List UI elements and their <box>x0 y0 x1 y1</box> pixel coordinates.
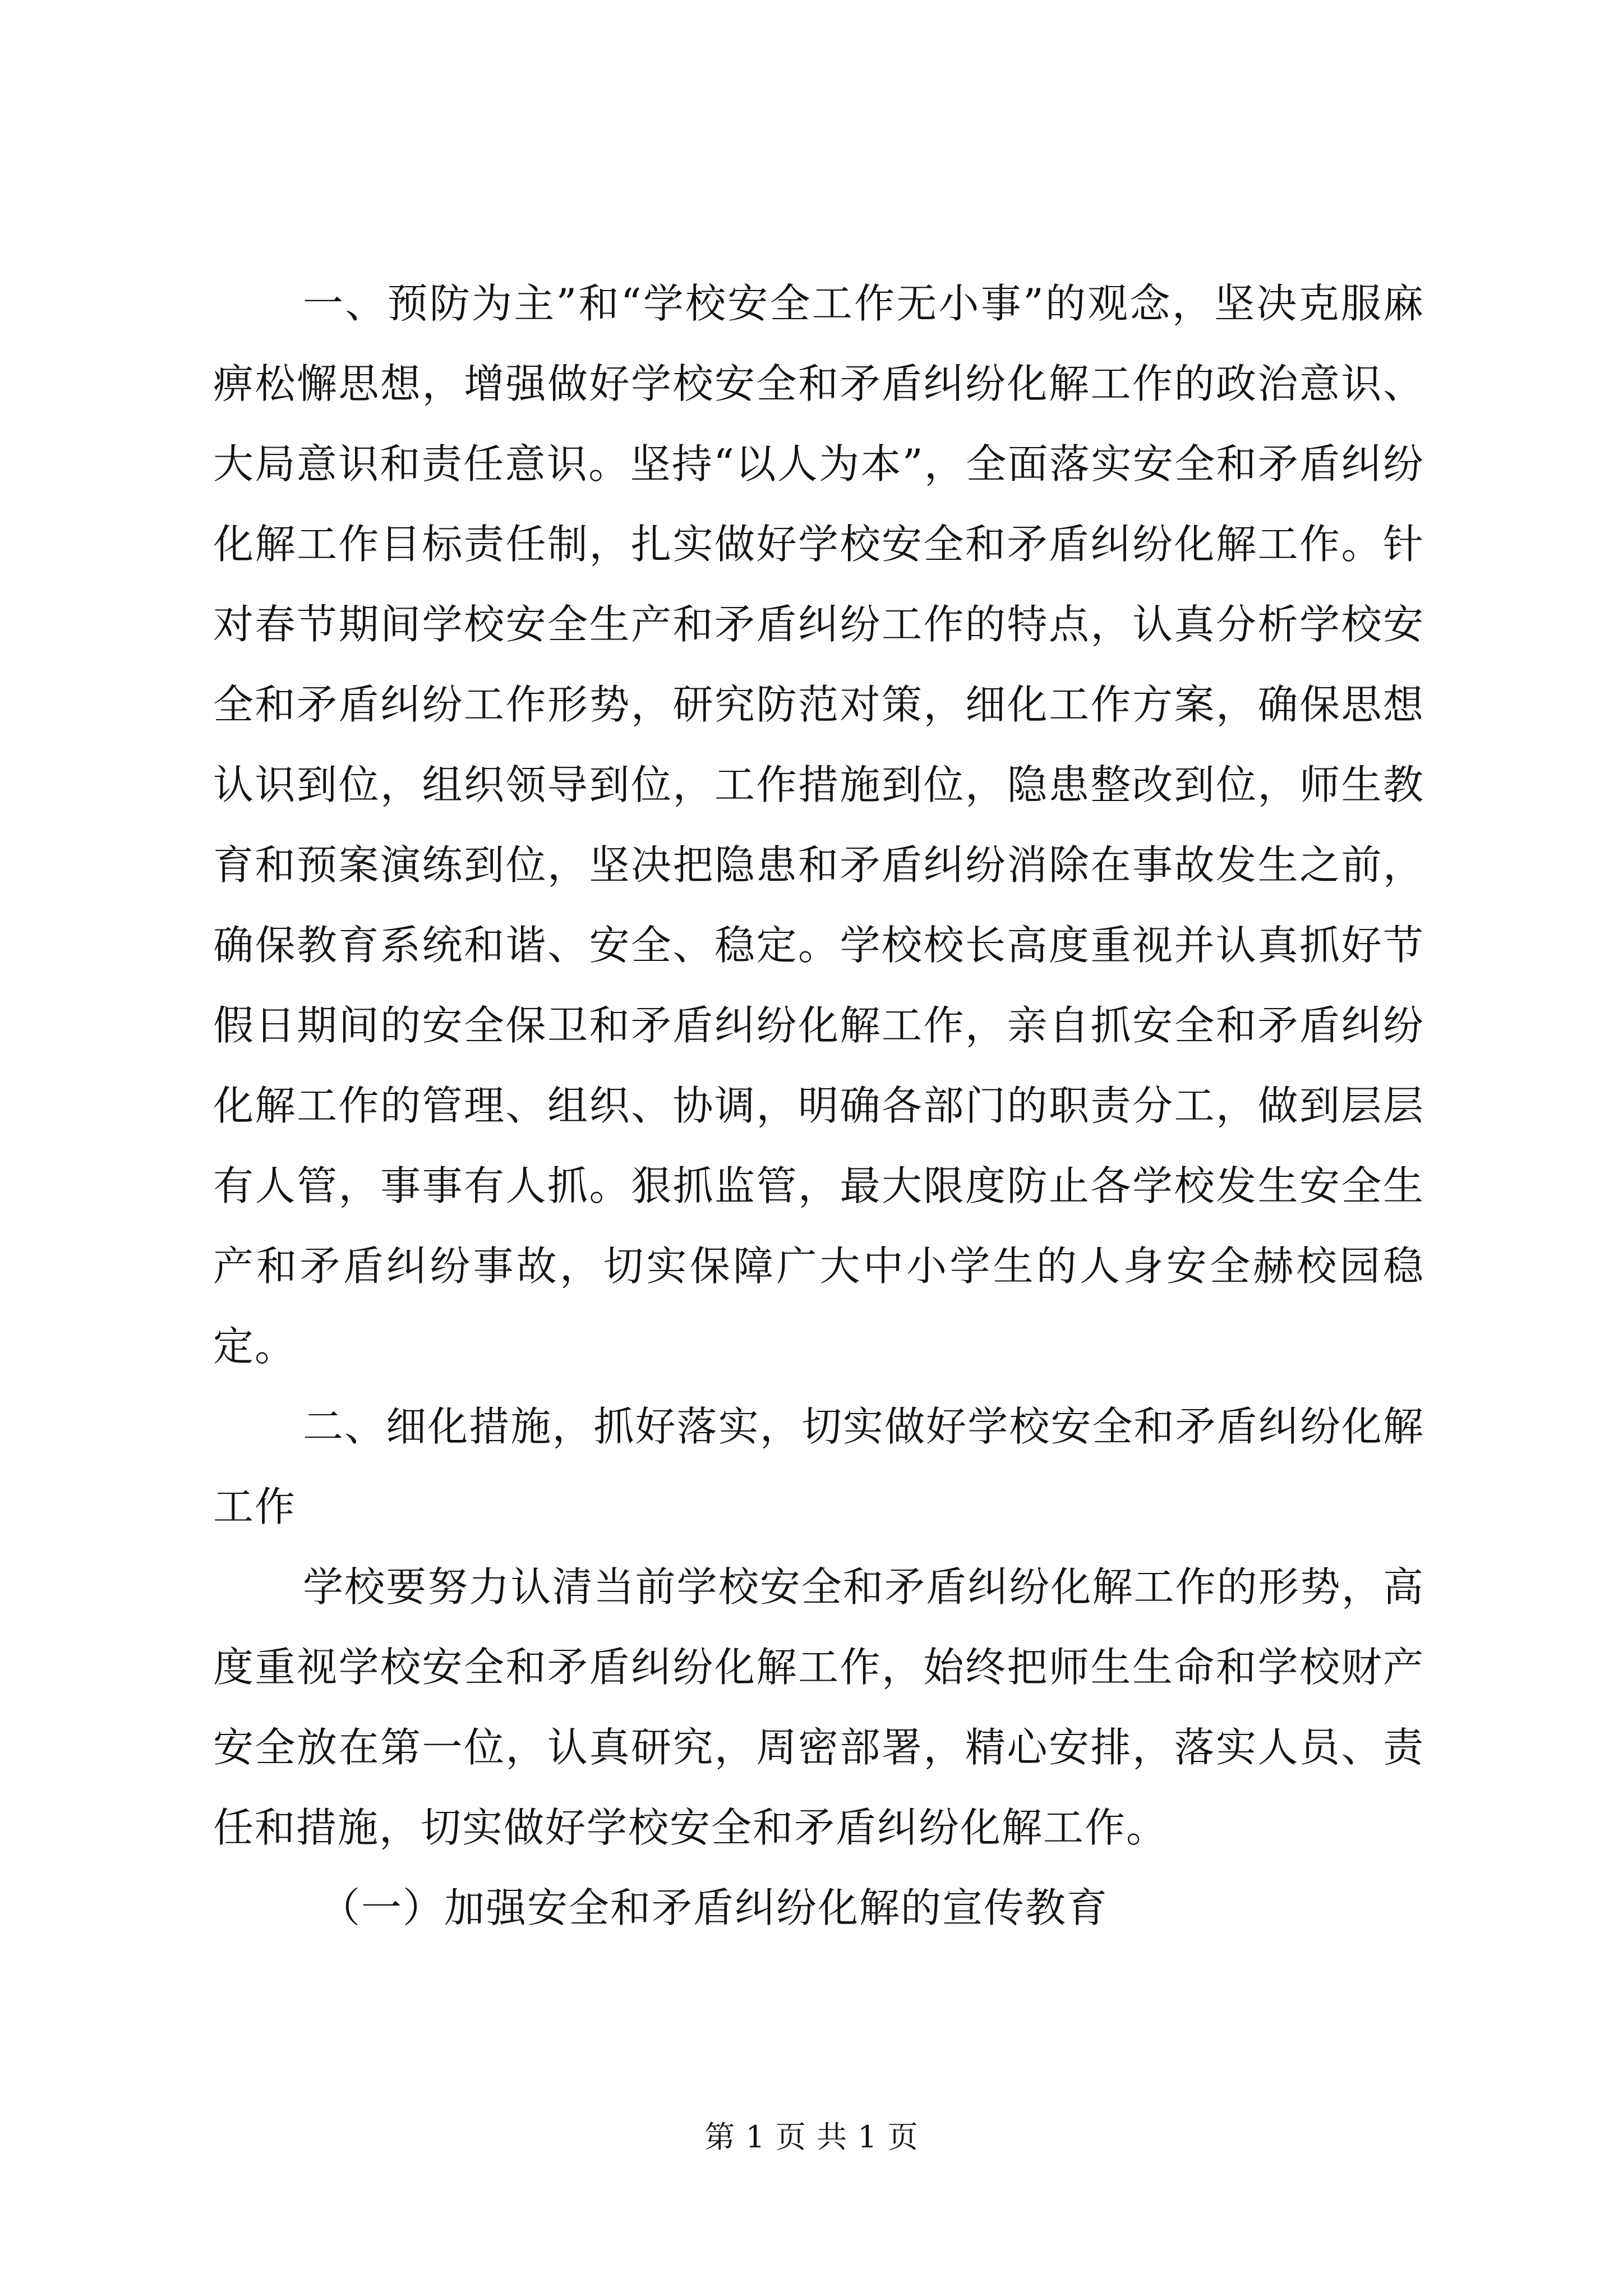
paragraph-3: 学校要努力认清当前学校安全和矛盾纠纷化解工作的形势，高度重视学校安全和矛盾纠纷化解工作，始终把师生生命和学校财产安全放在第一位，认真研究，周密部署，精心安排，落实人员、责任和措施，切实做好学校安全和矛盾纠纷化解工作。 <box>213 1563 1424 1851</box>
document-body <box>213 264 1424 1948</box>
paragraph-2-heading: 二、细化措施，抓好落实，切实做好学校安全和矛盾纠纷化解工作 <box>213 1403 1424 1530</box>
paragraph-1: 一、预防为主”和“学校安全工作无小事”的观念，坚决克服麻痹松懈思想，增强做好学校安全和矛盾纠纷化解工作的政治意识、大局意识和责任意识。坚持“以人为本”，全面落实安全和矛盾纠纷化解工作目标责任制，扎实做好学校安全和矛盾纠纷化解工作。针对春节期间学校安全生产和矛盾纠纷工作的特点，认真分析学校安全和矛盾纠纷工作形势，研究防范对策，细化工作方案，确保思想认识到位，组织领导到位，工作措施到位，隐患整改到位，师生教育和预案演练到位，坚决把隐患和矛盾纠纷消除在事故发生之前，确保教育系统和谐、安全、稳定。学校校长高度重视并认真抓好节假日期间的安全保卫和矛盾纠纷化解工作，亲自抓安全和矛盾纠纷化解工作的管理、组织、协调，明确各部门的职责分工，做到层层有人管，事事有人抓。狠抓监管，最大限度防止各学校发生安全生产和矛盾纠纷事故，切实保障广大中小学生的人身安全赫校园稳定。 <box>213 280 1424 1370</box>
page-footer: 第 1 页 共 1 页 <box>704 2119 919 2155</box>
section-subheading: （一）加强安全和矛盾纠纷化解的宣传教育 <box>320 1884 1109 1931</box>
